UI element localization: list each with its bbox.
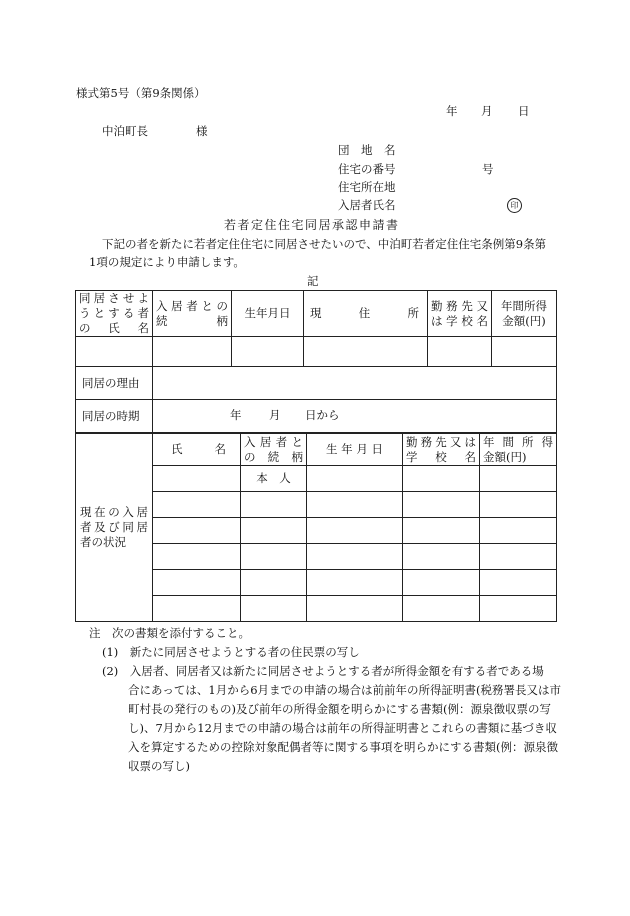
resident-name-cell[interactable] — [153, 518, 241, 544]
resident-workplace-cell[interactable] — [403, 492, 480, 518]
notes-item-2-line-1: (2) 入居者、同居者又は新たに同居させようとする者が所得金額を有する者である場 — [102, 664, 544, 678]
reason-cell[interactable] — [153, 367, 557, 400]
resident-birthdate-cell[interactable] — [307, 466, 403, 492]
period-year: 年 — [230, 408, 242, 422]
resident-relation-cell[interactable] — [241, 570, 307, 596]
addressee-honorific: 様 — [196, 124, 208, 138]
resident-income-cell[interactable] — [480, 544, 557, 570]
date-month: 月 — [481, 104, 493, 118]
seal-icon: 印 — [507, 198, 522, 213]
header-workplace: 勤務先又 は学校名 — [428, 291, 492, 337]
resident-birthdate-cell[interactable] — [307, 544, 403, 570]
income-cell[interactable] — [492, 337, 557, 367]
resident-workplace-cell[interactable] — [403, 466, 480, 492]
header-birthdate: 生年月日 — [232, 291, 304, 337]
birthdate-cell[interactable] — [232, 337, 304, 367]
resident-income-cell[interactable] — [480, 518, 557, 544]
resident-name-cell[interactable] — [153, 466, 241, 492]
cohabitant-name-cell[interactable] — [76, 337, 153, 367]
resident-relation-cell[interactable] — [241, 492, 307, 518]
header-resident-birthdate: 生 年 月 日 — [307, 434, 403, 466]
header-resident-income: 年 間 所 得 金額(円) — [480, 434, 557, 466]
danchi-label: 団 地 名 — [338, 143, 396, 157]
resident-name-cell[interactable] — [153, 492, 241, 518]
resident-birthdate-cell[interactable] — [307, 596, 403, 622]
address-cell[interactable] — [304, 337, 428, 367]
resident-workplace-cell[interactable] — [403, 518, 480, 544]
header-cohabitant-name: 同居させよ うとする者 の 氏 名 — [76, 291, 153, 337]
period-month: 月 — [269, 408, 281, 422]
ki-label: 記 — [307, 274, 319, 288]
date-year: 年 — [446, 104, 458, 118]
resident-income-cell[interactable] — [480, 596, 557, 622]
seal-mark — [507, 198, 522, 213]
date-day: 日 — [518, 104, 530, 118]
resident-income-cell[interactable] — [480, 492, 557, 518]
header-resident-workplace: 勤務先又は 学 校 名 — [403, 434, 480, 466]
header-current-address: 現 住 所 — [304, 291, 428, 337]
resident-relation-cell[interactable] — [241, 518, 307, 544]
resident-birthdate-cell[interactable] — [307, 518, 403, 544]
house-number-label: 住宅の番号 — [338, 162, 396, 176]
residents-side-label: 現在の入居 者及び同居 者の状況 — [76, 434, 153, 622]
house-number-suffix: 号 — [482, 162, 494, 176]
resident-relation-cell-self: 本 人 — [241, 466, 307, 492]
notes-item-2-line-2: 合にあっては、1月から6月までの申請の場合は前前年の所得証明書(税務署長又は市 — [128, 683, 562, 697]
period-day-from: 日から — [305, 408, 340, 422]
resident-workplace-cell[interactable] — [403, 596, 480, 622]
workplace-cell[interactable] — [428, 337, 492, 367]
document-title: 若者定住住宅同居承認申請書 — [224, 218, 400, 232]
header-income: 年間所得 金額(円) — [492, 291, 557, 337]
resident-workplace-cell[interactable] — [403, 544, 480, 570]
resident-income-cell[interactable] — [480, 570, 557, 596]
header-relation: 入居者との 続 柄 — [153, 291, 232, 337]
cohabitant-table — [75, 290, 557, 433]
address-label: 住宅所在地 — [338, 180, 396, 194]
notes-item-2-line-3: 町村長の発行のもの)及び前年の所得金額を明らかにする書類(例：源泉徴収票の写 — [128, 702, 551, 716]
resident-birthdate-cell[interactable] — [307, 492, 403, 518]
resident-workplace-cell[interactable] — [403, 570, 480, 596]
body-line-1: 下記の者を新たに若者定住住宅に同居させたいので、中泊町若者定住住宅条例第9条第 — [102, 237, 547, 251]
resident-name-cell[interactable] — [153, 544, 241, 570]
reason-label: 同居の理由 — [76, 367, 153, 400]
residents-table — [75, 433, 557, 622]
header-resident-name: 氏 名 — [153, 434, 241, 466]
form-number: 様式第5号（第9条関係） — [76, 86, 206, 100]
resident-birthdate-cell[interactable] — [307, 570, 403, 596]
addressee-name: 中泊町長 — [102, 124, 148, 138]
resident-name-cell[interactable] — [153, 596, 241, 622]
period-label: 同居の時期 — [76, 400, 153, 433]
relation-cell[interactable] — [153, 337, 232, 367]
resident-relation-cell[interactable] — [241, 596, 307, 622]
notes-item-2-line-6: 収票の写し) — [128, 759, 190, 773]
resident-name-label: 入居者氏名 — [338, 198, 396, 212]
notes-heading: 注 次の書類を添付すること。 — [89, 626, 250, 640]
header-resident-relation: 入居者と の 続 柄 — [241, 434, 307, 466]
resident-name-cell[interactable] — [153, 570, 241, 596]
resident-income-cell[interactable] — [480, 466, 557, 492]
notes-item-1: (1) 新たに同居させようとする者の住民票の写し — [102, 645, 360, 659]
resident-relation-cell[interactable] — [241, 544, 307, 570]
notes-item-2-line-4: し)、7月から12月までの申請の場合は前年の所得証明書とこれらの書類に基づき収 — [128, 721, 557, 735]
body-line-2: 1項の規定により申請します。 — [89, 255, 245, 269]
notes-item-2-line-5: 入を算定するための控除対象配偶者等に関する事項を明らかにする書類(例：源泉徴 — [128, 740, 558, 754]
period-cell[interactable] — [153, 400, 557, 433]
